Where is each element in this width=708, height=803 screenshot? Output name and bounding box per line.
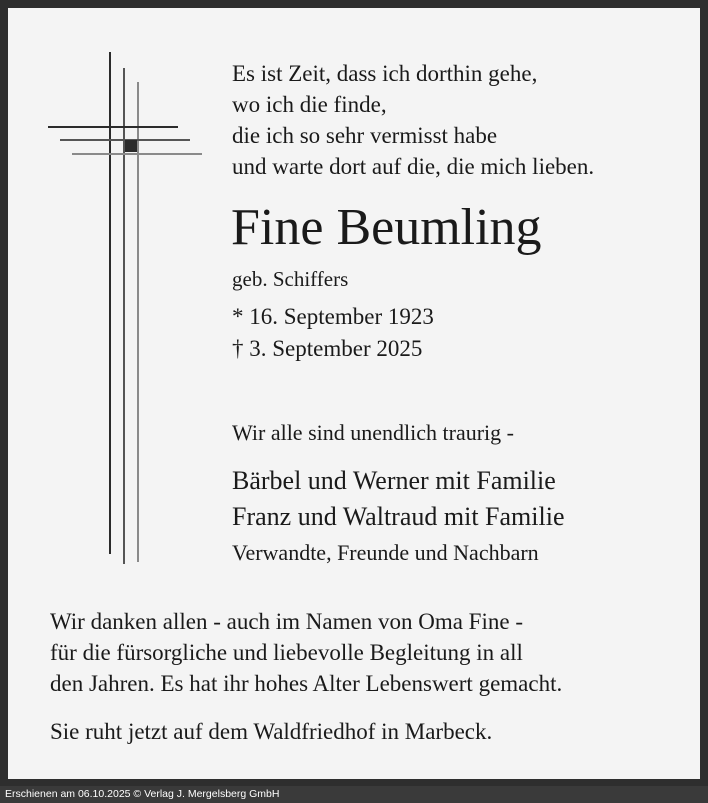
thanks-line: den Jahren. Es hat ihr hohes Alter Lebenswert gemacht. (50, 671, 563, 696)
poem-line: wo ich die finde, (232, 92, 387, 117)
family-line: Bärbel und Werner mit Familie (232, 466, 556, 495)
cross-line (48, 126, 178, 128)
thanks-line: für die fürsorgliche und liebevolle Begleitung in all (50, 640, 523, 665)
poem (232, 58, 594, 182)
poem-line: die ich so sehr vermisst habe (232, 123, 498, 148)
birth-date: * 16. September 1923 (232, 304, 434, 329)
mourners-families (232, 463, 564, 535)
maiden-name: geb. Schiffers (232, 267, 349, 291)
cross-icon (48, 52, 208, 572)
poem-line: Es ist Zeit, dass ich dorthin gehe, (232, 61, 538, 86)
thanks-text (50, 606, 562, 699)
death-date: † 3. September 2025 (232, 336, 423, 361)
publication-footer: Erschienen am 06.10.2025 © Verlag J. Mergelsberg GmbH (0, 786, 708, 803)
thanks-line: Wir danken allen - auch im Namen von Oma Fine - (50, 609, 523, 634)
resting-place: Sie ruht jetzt auf dem Waldfriedhof in Marbeck. (50, 719, 493, 744)
deceased-name: Fine Beumling (231, 199, 542, 256)
family-line: Franz und Waltraud mit Familie (232, 502, 565, 531)
life-dates (232, 301, 434, 365)
cross-line (72, 153, 202, 155)
poem-line: und warte dort auf die, die mich lieben. (232, 154, 595, 179)
mourners-intro: Wir alle sind unendlich traurig - (232, 420, 514, 445)
cross-square (125, 140, 137, 152)
mourners-others: Verwandte, Freunde und Nachbarn (232, 540, 539, 565)
